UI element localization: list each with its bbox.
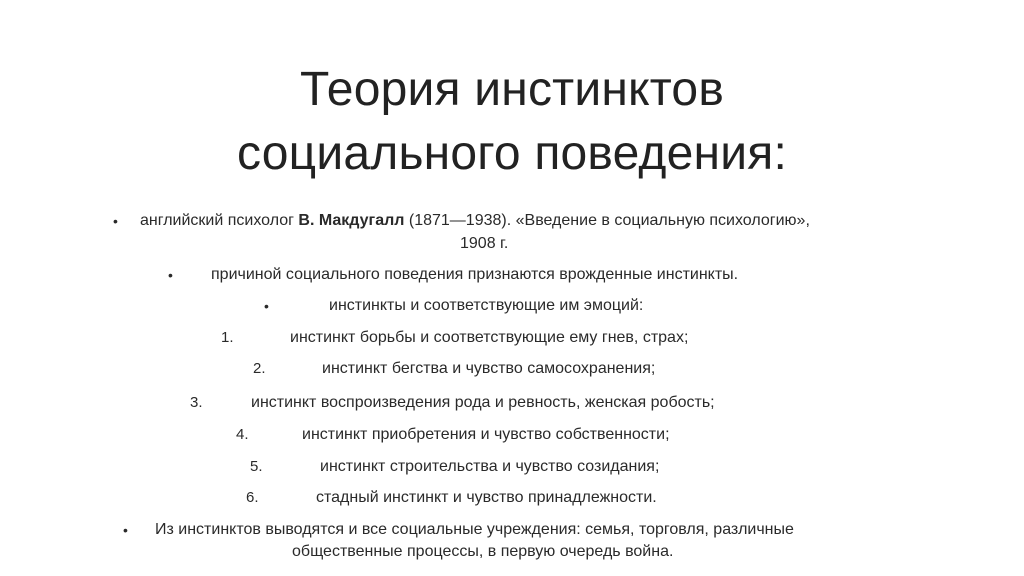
author-name: В. Макдугалл (298, 212, 405, 229)
bullet-marker: • (113, 213, 118, 229)
bullet-text-post: (1871—1938). «Введение в социальную психологию», (404, 212, 810, 229)
list-text: инстинкт бегства и чувство самосохранения; (322, 360, 656, 377)
bullet-marker: • (168, 267, 173, 283)
list-number: 2. (253, 360, 266, 377)
bullet-text: причиной социального поведения признаются врожденные инстинкты. (211, 266, 739, 283)
bullet-text-line2: общественные процессы, в первую очередь война. (292, 543, 674, 560)
list-text: инстинкт борьбы и соответствующие ему гнев, страх; (290, 329, 689, 346)
list-number: 1. (221, 329, 234, 346)
bullet-text: Из инстинктов выводятся и все социальные учреждения: семья, торговля, различные (155, 521, 794, 538)
list-text: стадный инстинкт и чувство принадлежности. (316, 489, 657, 506)
list-number: 3. (190, 394, 203, 411)
slide-title (0, 58, 1024, 186)
bullet-marker: • (264, 298, 269, 314)
list-text: инстинкт строительства и чувство созидания; (320, 458, 660, 475)
list-text: инстинкт воспроизведения рода и ревность, женская робость; (251, 394, 715, 411)
list-number: 5. (250, 458, 263, 475)
bullet-marker: • (123, 522, 128, 538)
title-line-2: социального поведения: (237, 127, 787, 180)
bullet-text-pre: английский психолог (140, 212, 299, 229)
bullet-text: инстинкты и соответствующие им эмоций: (329, 297, 644, 314)
bullet-text (140, 210, 810, 232)
list-text: инстинкт приобретения и чувство собственности; (302, 426, 670, 443)
title-line-1: Теория инстинктов (299, 63, 725, 116)
list-number: 6. (246, 489, 259, 506)
list-number: 4. (236, 426, 249, 443)
bullet-text-line2: 1908 г. (460, 235, 509, 252)
